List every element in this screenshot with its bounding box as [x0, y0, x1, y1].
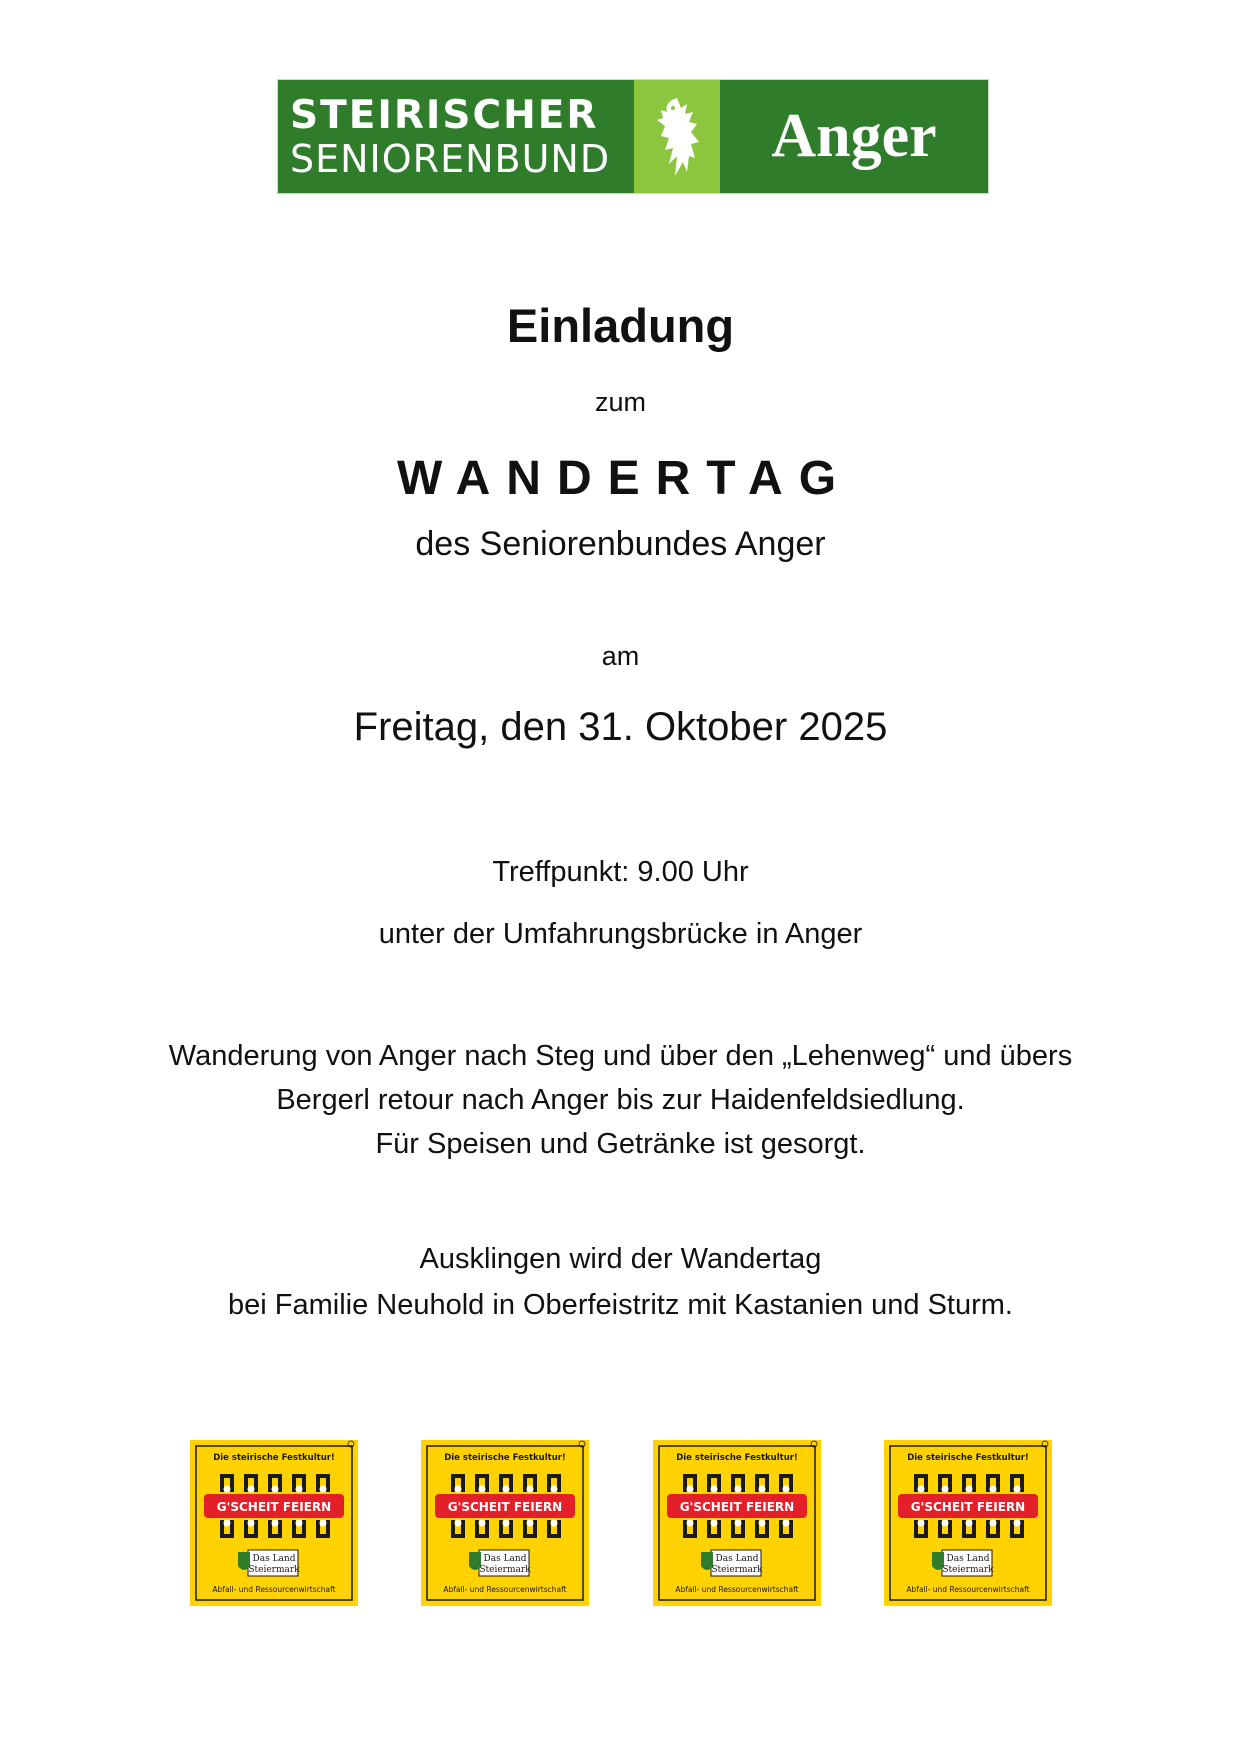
logo-line-2: SENIORENBUND	[290, 136, 611, 181]
svg-text:G'SCHEIT FEIERN: G'SCHEIT FEIERN	[448, 1500, 563, 1514]
logo-line-1: STEIRISCHER	[290, 92, 599, 138]
svg-text:Abfall- und Ressourcenwirtscha: Abfall- und Ressourcenwirtschaft	[906, 1585, 1030, 1594]
gscheit-feiern-logo	[421, 1440, 589, 1606]
invitation-title: Einladung	[506, 299, 735, 352]
seniorenbund-logo-banner	[278, 80, 988, 193]
svg-text:Das Land: Das Land	[715, 1554, 759, 1564]
svg-text:G'SCHEIT FEIERN: G'SCHEIT FEIERN	[216, 1500, 332, 1514]
gscheit-feiern-logo	[190, 1440, 358, 1606]
svg-text:Die steirische Festkultur!: Die steirische Festkultur!	[907, 1453, 1029, 1463]
svg-text:Die steirische Festkultur!: Die steirische Festkultur!	[213, 1453, 335, 1463]
ending-line: Ausklingen wird der Wandertag	[419, 1243, 822, 1275]
svg-text:Die steirische Festkultur!: Die steirische Festkultur!	[444, 1453, 567, 1463]
logo-wordmark	[278, 80, 634, 193]
svg-text:Abfall- und Ressourcenwirtscha: Abfall- und Ressourcenwirtschaft	[212, 1585, 336, 1594]
svg-text:Steiermark: Steiermark	[248, 1565, 300, 1575]
svg-text:G'SCHEIT FEIERN: G'SCHEIT FEIERN	[910, 1500, 1026, 1514]
meeting-time: Treffpunkt: 9.00 Uhr	[492, 856, 749, 888]
ending-line: bei Familie Neuhold in Oberfeistritz mit Kastanien und Sturm.	[228, 1289, 1013, 1321]
logo-town-text: Anger	[771, 102, 937, 170]
svg-text:Steiermark: Steiermark	[479, 1565, 531, 1575]
route-line: Bergerl retour nach Anger bis zur Haidenfeldsiedlung.	[276, 1084, 965, 1116]
svg-text:Die steirische Festkultur!: Die steirische Festkultur!	[675, 1453, 798, 1463]
styrian-panther-icon	[634, 80, 720, 193]
svg-text:Steiermark: Steiermark	[942, 1565, 994, 1575]
route-line: Für Speisen und Getränke ist gesorgt.	[375, 1128, 866, 1160]
svg-text:G'SCHEIT FEIERN: G'SCHEIT FEIERN	[679, 1500, 794, 1514]
gscheit-feiern-logo	[653, 1440, 821, 1606]
organizer-line: des Seniorenbundes Anger	[415, 525, 826, 563]
gscheit-feiern-logo	[884, 1440, 1052, 1606]
invitation-am: am	[601, 641, 640, 671]
svg-text:Steiermark: Steiermark	[711, 1565, 763, 1575]
route-description	[0, 1034, 1241, 1166]
svg-text:Das Land: Das Land	[252, 1554, 296, 1564]
svg-text:Abfall- und Ressourcenwirtscha: Abfall- und Ressourcenwirtschaft	[675, 1585, 799, 1594]
svg-text:Das Land: Das Land	[946, 1554, 990, 1564]
logo-town	[720, 80, 988, 193]
route-line: Wanderung von Anger nach Steg und über den „Lehenweg“ und übers	[168, 1040, 1073, 1072]
event-title: WANDERTAG	[396, 452, 853, 505]
invitation-zum: zum	[594, 387, 646, 417]
gscheit-feiern-badges	[190, 1440, 1052, 1606]
ending-description	[0, 1236, 1241, 1328]
svg-text:Abfall- und Ressourcenwirtscha: Abfall- und Ressourcenwirtschaft	[443, 1585, 567, 1594]
event-date: Freitag, den 31. Oktober 2025	[353, 705, 888, 749]
svg-text:Das Land: Das Land	[483, 1554, 527, 1564]
meeting-place: unter der Umfahrungsbrücke in Anger	[378, 918, 863, 950]
